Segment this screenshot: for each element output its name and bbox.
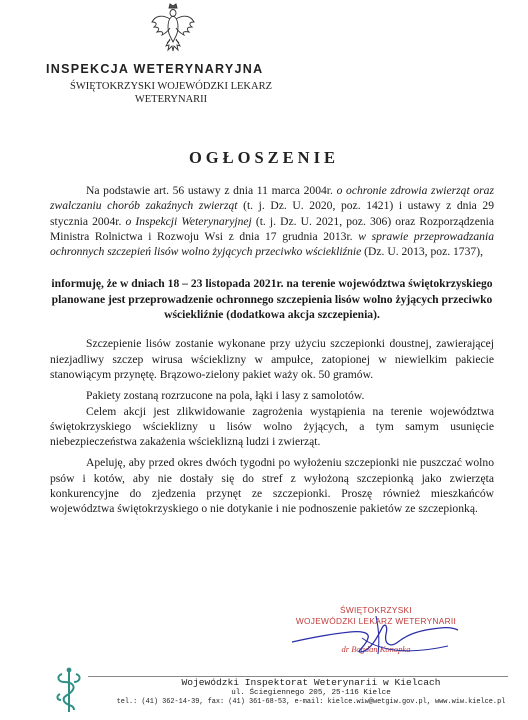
legal-act-title: o ochronie zdrowia zwierząt oraz zwalczaniu chorób zakaźnych zwierząt: [50, 184, 494, 213]
issuer-header: [46, 62, 296, 106]
issuer-office-line-1: ŚWIĘTOKRZYSKI WOJEWÓDZKI LEKARZ: [69, 81, 272, 92]
announcement-statement: informuję, że w dniach 18 – 23 listopada 2021r. na terenie województwa świętokrzyskiego planowane jest przeprowadzenie ochronnego szczepienia lisów wolno żyjących przeciwko wściekliźnie (dodatkowa akcja szczepienia).: [51, 277, 493, 322]
purpose-paragraph: Celem akcji jest zlikwidowanie zagrożenia wystąpienia na terenie województwa świętokrzyskiego wścieklizny u lisów wolno żyjących, a tym samym usunięcie niebezpieczeństwa zakażenia wścieklizną ludzi i zwierząt.: [50, 404, 494, 449]
legal-basis-paragraph: [50, 183, 494, 259]
announcement-body: [50, 183, 494, 517]
stamp-signer: dr Bogdan Konopka: [341, 644, 411, 654]
issuer-name: INSPEKCJA WETERYNARYJNA: [46, 62, 264, 76]
distribution-paragraph: Pakiety zostaną rozrzucone na pola, łąki i lasy z samolotów.: [86, 389, 365, 403]
vaccine-description-paragraph: Szczepienie lisów zostanie wykonane przy użyciu szczepionki doustnej, zawierającej niezjadliwy szczep wirusa wścieklizny w ampułce, zatopionej w niewielkim pakiecie stanowiącym przynętę. Brązowo-zielony pakiet waży ok. 50 gramów.: [50, 337, 494, 381]
polish-eagle-emblem-icon: [150, 2, 196, 54]
footer-institution-name: Wojewódzki Inspektorat Weterynarii w Kielcach: [181, 677, 441, 688]
stamp-line-2: WOJEWÓDZKI LEKARZ WETERYNARII: [295, 616, 457, 626]
handwritten-signature: [290, 608, 460, 660]
legal-act-title: o Inspekcji Weterynaryjnej: [125, 214, 252, 228]
stamp-line-1: ŚWIĘTOKRZYSKI: [340, 605, 412, 615]
footer-contact: tel.: (41) 362-14-39, fax: (41) 361-68-53, e-mail: kielce.wiw@wetgiw.gov.pl, www.wiw.kielce.pl: [116, 698, 506, 706]
veterinary-caduceus-logo-icon: [52, 666, 86, 716]
issuer-office: [46, 80, 296, 106]
issuer-office-line-2: WETERYNARII: [134, 94, 208, 105]
legal-reference-text: (t. j. Dz. U. 2021, poz. 306) oraz Rozporządzenia Ministra Rolnictwa i Rozwoju Wsi z dnia 17 grudnia 2013r.: [50, 214, 495, 243]
appeal-paragraph: Apeluję, aby przed okres dwóch tygodni po wyłożeniu szczepionki nie puszczać wolno psów i kotów, aby nie dostały się do stref z wyłożoną szczepionką jako zwierzęta konkurencyjne do zjedzenia przynęt ze szczepionki. Proszę również mieszkańców województwa świętokrzyskiego o nie dotykanie i nie podnoszenie pakietów ze szczepionką.: [50, 456, 494, 516]
footer: [96, 677, 526, 706]
legal-reference-text: (t. j. Dz. U. 2020, poz. 1421) i ustawy z dnia 29 stycznia 2004r.: [50, 199, 495, 228]
legal-reference-text: Na podstawie art. 56 ustawy z dnia 11 marca 2004r.: [86, 184, 337, 197]
legal-act-title: w sprawie przeprowadzania ochronnych szczepień lisów wolno żyjących przeciwko wściekliźnie: [50, 229, 495, 259]
document-title: OGŁOSZENIE: [188, 148, 340, 167]
legal-reference-text: (Dz. U. 2013, poz. 1737),: [361, 245, 483, 259]
footer-address: ul. Ściegiennego 205, 25-116 Kielce: [231, 689, 391, 697]
